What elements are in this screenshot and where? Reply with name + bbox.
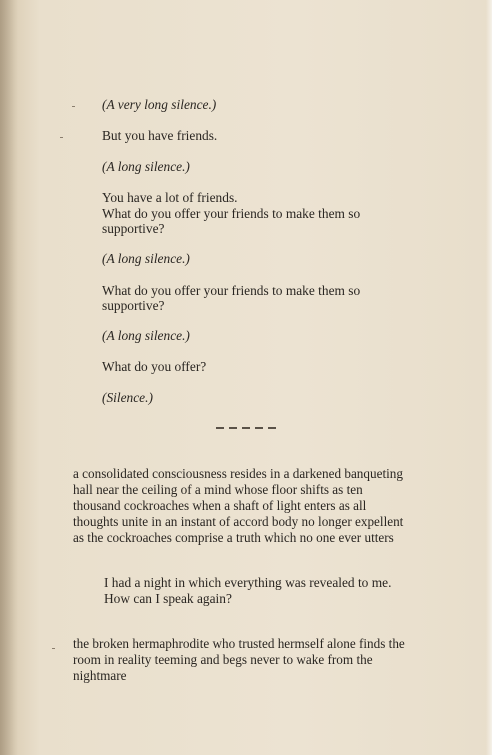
quote-line: I had a night in which everything was revealed to me. [104, 575, 392, 590]
prose-line: thousand cockroaches when a shaft of light enters as all [73, 498, 367, 513]
quote-line: How can I speak again? [104, 591, 232, 606]
prose-line: a consolidated consciousness resides in a darkened banqueting [73, 466, 403, 481]
dialogue-line: supportive? [102, 298, 165, 313]
prose-line: room in reality teeming and begs never to wake from the [73, 652, 373, 667]
prose-line: thoughts unite in an instant of accord body no longer expellent [73, 514, 404, 529]
stage-direction: (A long silence.) [102, 251, 190, 266]
stage-direction: (Silence.) [102, 390, 153, 405]
spine-shadow [0, 0, 18, 755]
page-edge [486, 0, 492, 755]
prose-line: as the cockroaches comprise a truth which no one ever utters [73, 530, 394, 545]
paper-speck [72, 106, 75, 107]
dialogue-line: But you have friends. [102, 128, 218, 143]
stage-direction: (A long silence.) [102, 159, 190, 174]
prose-line: nightmare [73, 668, 127, 683]
dialogue-line: What do you offer? [102, 359, 207, 374]
paper-speck [52, 648, 55, 649]
stage-direction: (A very long silence.) [102, 97, 217, 112]
section-divider [216, 427, 280, 429]
dialogue-line: You have a lot of friends. [102, 190, 238, 205]
dialogue-line: supportive? [102, 221, 165, 236]
prose-line: the broken hermaphrodite who trusted hermself alone finds the [73, 636, 405, 651]
dialogue-line: What do you offer your friends to make them so [102, 206, 361, 221]
stage-direction: (A long silence.) [102, 328, 190, 343]
dialogue-line: What do you offer your friends to make them so [102, 283, 361, 298]
paper-speck [60, 137, 63, 138]
prose-line: hall near the ceiling of a mind whose floor shifts as ten [73, 482, 363, 497]
